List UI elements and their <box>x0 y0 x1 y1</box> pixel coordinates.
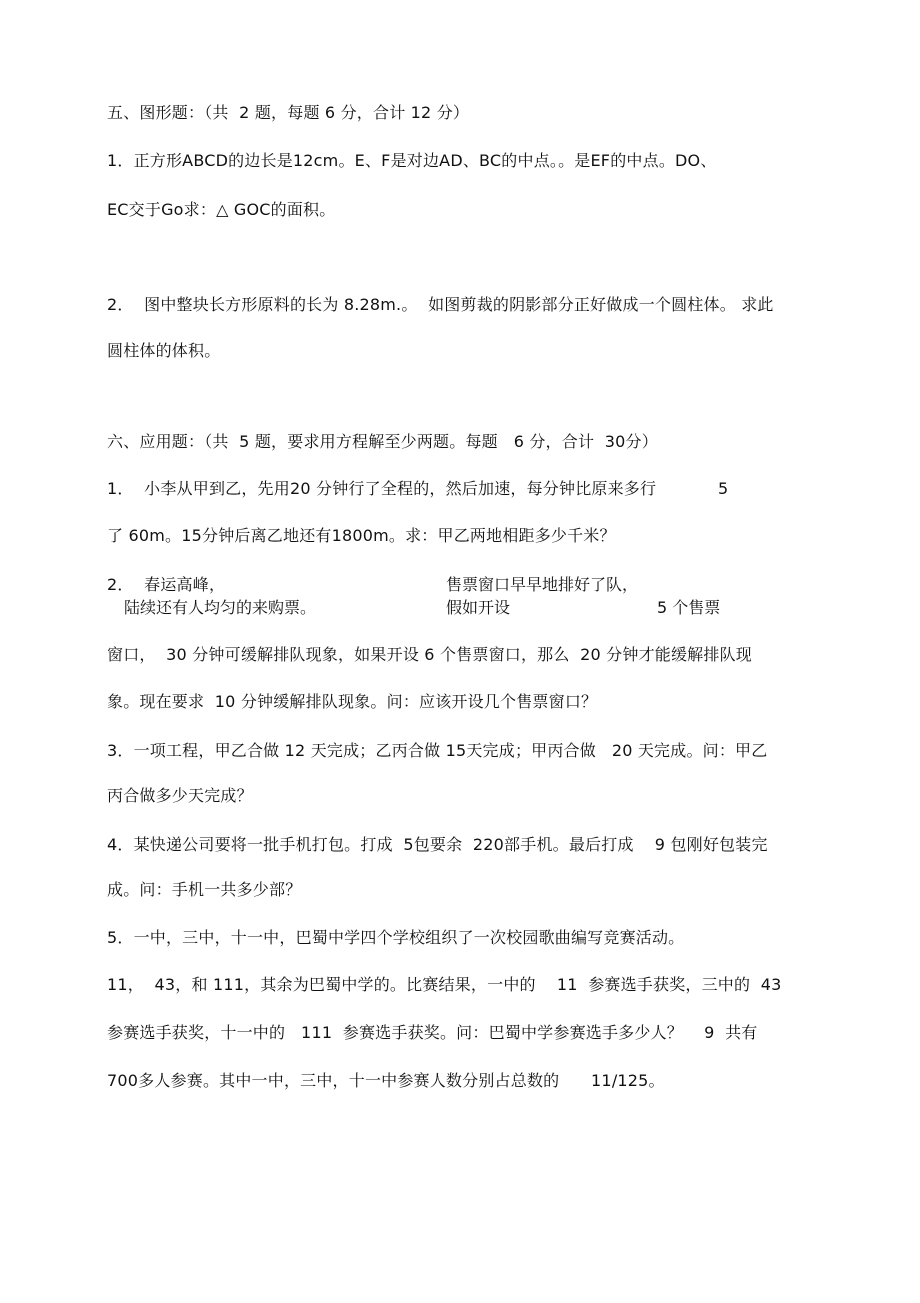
section5-q2-line1: 2． 图中整块长方形原料的长为 8.28m.。 如图剪裁的阴影部分正好做成一个圆柱体。 求此 <box>107 295 774 314</box>
section6-q2-line2-left: 陆续还有人均匀的来购票。 <box>124 598 317 617</box>
section6-q2-line1-right: 售票窗口早早地排好了队， <box>446 575 639 594</box>
section5-heading: 五、图形题：（共 2 题，每题 6 分，合计 12 分） <box>107 103 470 122</box>
section6-q5-line3: 参赛选手获奖，十一中的 111 参赛选手获奖。问：巴蜀中学参赛选手多少人？ 9 共有 <box>107 1023 758 1042</box>
section6-q2-line2-mid: 假如开设 <box>446 598 511 617</box>
section5-q2-line2: 圆柱体的体积。 <box>107 341 221 360</box>
section6-q4-line1: 4．某快递公司要将一批手机打包。打成 5包要余 220部手机。最后打成 9 包刚好包装完 <box>107 835 768 854</box>
section6-heading: 六、应用题：（共 5 题，要求用方程解至少两题。每题 6 分，合计 30分） <box>107 432 658 451</box>
section6-q1-number: 5 <box>718 479 729 498</box>
section6-q3-line1: 3．一项工程，甲乙合做 12 天完成；乙丙合做 15天完成；甲丙合做 20 天完成。问：甲乙 <box>107 741 768 760</box>
section6-q5-line4: 700多人参赛。其中一中，三中，十一中参赛人数分别占总数的 11/125。 <box>107 1071 665 1090</box>
section6-q2-line3: 窗口， 30 分钟可缓解排队现象，如果开设 6 个售票窗口，那么 20 分钟才能缓解排队现 <box>107 645 752 664</box>
section6-q4-line2: 成。问：手机一共多少部？ <box>107 880 302 899</box>
section6-q1-line2: 了 60m。15分钟后离乙地还有1800m。求：甲乙两地相距多少千米？ <box>107 526 616 545</box>
section5-q1-line1: 1．正方形ABCD的边长是12cm。E、F是对边AD、BC的中点。。是EF的中点。DO、 <box>107 151 717 170</box>
section6-q2-line2-right: 5 个售票 <box>657 598 721 617</box>
section6-q3-line2: 丙合做多少天完成？ <box>107 786 253 805</box>
section6-q2-line4: 象。现在要求 10 分钟缓解排队现象。问：应该开设几个售票窗口？ <box>107 692 598 711</box>
section6-q5-line1: 5．一中，三中，十一中，巴蜀中学四个学校组织了一次校园歌曲编写竞赛活动。 <box>107 928 685 947</box>
section5-q1-line2: EC交于Go求：△ GOC的面积。 <box>107 200 336 219</box>
section6-q5-line2: 11， 43，和 111，其余为巴蜀中学的。比赛结果，一中的 11 参赛选手获奖，三中的 43 <box>107 975 782 994</box>
section6-q1-line1: 1． 小李从甲到乙，先用20 分钟行了全程的，然后加速，每分钟比原来多行 <box>107 479 657 498</box>
section6-q2-line1-left: 2． 春运高峰， <box>107 575 226 594</box>
